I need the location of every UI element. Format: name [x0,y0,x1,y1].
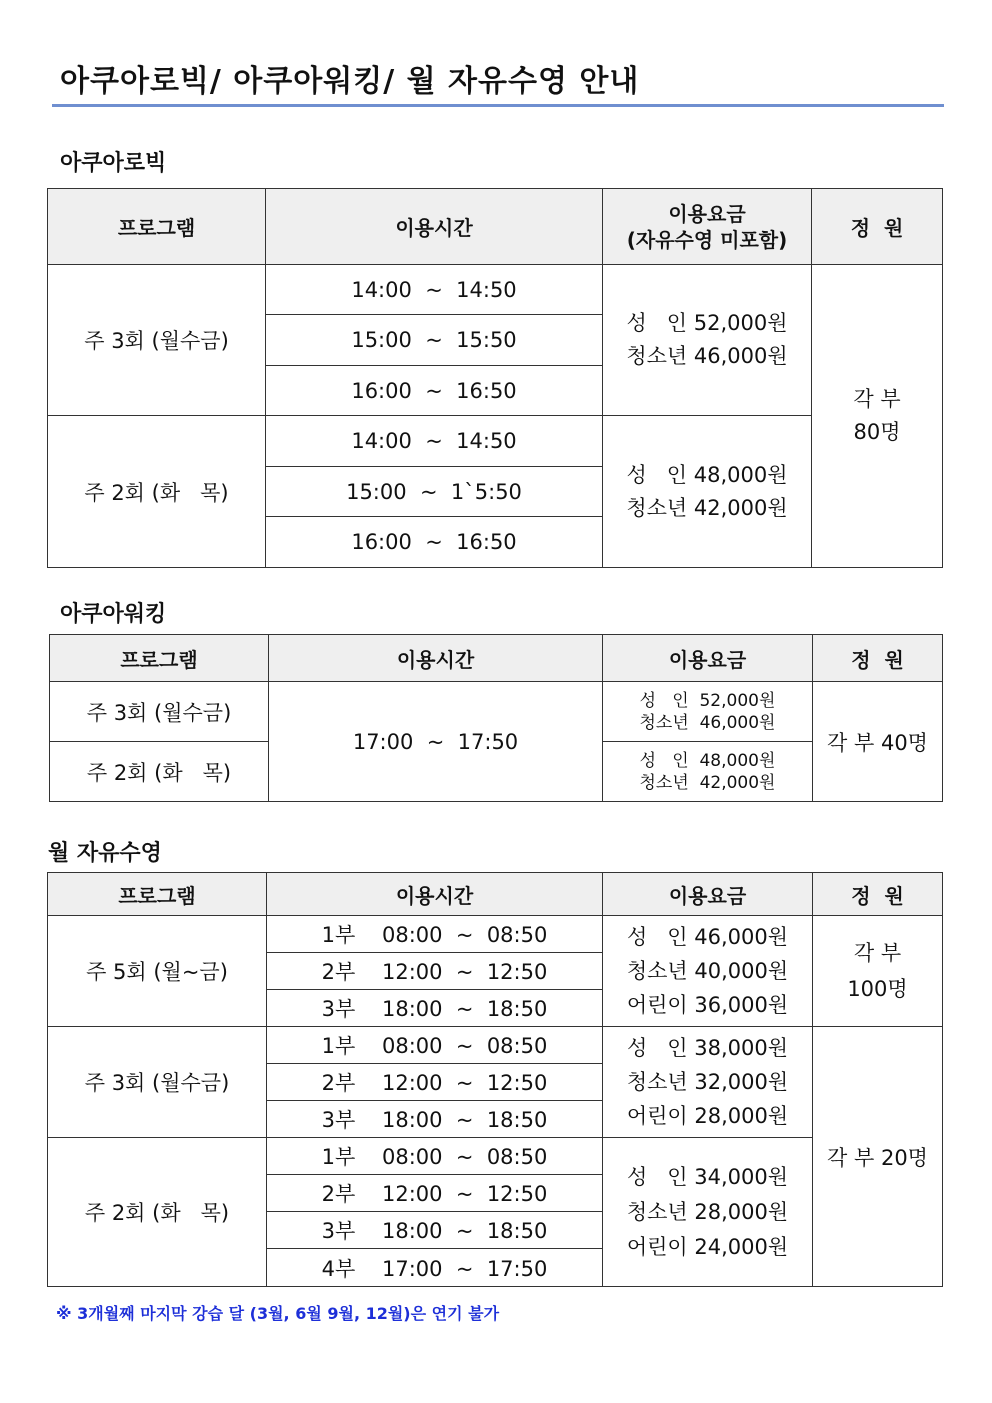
time-cell: 17:00 ~ 17:50 [269,682,603,802]
time-cell: 14:00 ~ 14:50 [266,416,603,467]
fee-youth: 청소년 46,000원 [639,712,776,733]
fee-youth: 청소년 46,000원 [626,344,788,368]
aquawalking-table [49,634,943,802]
time-cell: 16:00 ~ 16:50 [266,517,603,568]
fee-adult: 성 인 48,000원 [639,750,776,771]
fee-child: 어린이 36,000원 [626,993,789,1017]
fee-adult: 성 인 52,000원 [626,311,788,335]
fee-child: 어린이 28,000원 [626,1104,789,1128]
fee-youth: 청소년 42,000원 [639,772,776,793]
capacity-line: 각 부 [853,387,901,411]
header-program: 프로그램 [48,189,266,265]
section-title-aquawalking: 아쿠아워킹 [60,602,167,627]
capacity-cell: 각 부 40명 [813,682,943,802]
header-fee: 이용요금 [603,873,813,916]
freeswim-table [47,872,943,1287]
time-cell: 1부 08:00 ~ 08:50 [267,916,603,953]
fee-cell [603,1027,813,1138]
fee-cell [603,916,813,1027]
fee-adult: 성 인 34,000원 [626,1164,789,1189]
header-fee [603,189,812,265]
fee-cell [603,1138,813,1287]
header-capacity: 정 원 [813,873,943,916]
fee-child: 어린이 24,000원 [626,1234,789,1259]
header-fee: 이용요금 [603,635,813,682]
fee-youth: 청소년 40,000원 [626,959,789,983]
capacity-cell: 각 부 20명 [813,1027,943,1287]
title-divider [52,104,944,107]
time-cell: 1부 08:00 ~ 08:50 [267,1027,603,1064]
fee-adult: 성 인 48,000원 [626,462,788,487]
fee-youth: 청소년 42,000원 [626,495,788,520]
fee-youth: 청소년 32,000원 [626,1070,789,1094]
time-cell: 15:00 ~ 15:50 [266,315,603,366]
header-capacity: 정 원 [812,189,943,265]
fee-youth: 청소년 28,000원 [626,1199,789,1224]
fee-adult: 성 인 52,000원 [639,690,776,711]
program-cell: 주 2회 (화 목) [50,742,269,802]
header-time: 이용시간 [267,873,603,916]
fee-adult: 성 인 38,000원 [626,1036,789,1060]
header-program: 프로그램 [48,873,267,916]
header-capacity: 정 원 [813,635,943,682]
capacity-cell [812,265,943,568]
header-fee-label: 이용요금 [668,201,746,226]
footnote: ※ 3개월째 마지막 강습 달 (3월, 6월 9월, 12월)은 연기 불가 [56,1304,500,1323]
aquarobic-table [47,188,943,568]
program-cell: 주 3회 (월수금) [48,265,266,416]
program-cell: 주 2회 (화 목) [48,416,266,568]
time-cell: 2부 12:00 ~ 12:50 [267,1175,603,1212]
program-cell: 주 5회 (월~금) [48,916,267,1027]
fee-cell [603,742,813,802]
page-title: 아쿠아로빅/ 아쿠아워킹/ 월 자유수영 안내 [60,64,640,99]
time-cell: 3부 18:00 ~ 18:50 [267,1212,603,1249]
header-fee-note: (자유수영 미포함) [626,227,788,252]
time-cell: 2부 12:00 ~ 12:50 [267,1064,603,1101]
program-cell: 주 2회 (화 목) [48,1138,267,1287]
time-cell: 2부 12:00 ~ 12:50 [267,953,603,990]
capacity-line: 80명 [853,420,901,444]
time-cell: 4부 17:00 ~ 17:50 [267,1249,603,1287]
fee-adult: 성 인 46,000원 [626,925,789,949]
section-title-aquarobic: 아쿠아로빅 [60,151,167,176]
time-cell: 1부 08:00 ~ 08:50 [267,1138,603,1175]
header-program: 프로그램 [50,635,269,682]
time-cell: 15:00 ~ 1`5:50 [266,467,603,517]
program-cell: 주 3회 (월수금) [48,1027,267,1138]
time-cell: 3부 18:00 ~ 18:50 [267,1101,603,1138]
section-title-freeswim: 월 자유수영 [48,841,162,866]
fee-cell [603,682,813,742]
fee-cell [603,265,812,416]
fee-cell [603,416,812,568]
header-time: 이용시간 [269,635,603,682]
time-cell: 16:00 ~ 16:50 [266,366,603,416]
program-cell: 주 3회 (월수금) [50,682,269,742]
capacity-cell [813,916,943,1027]
header-time: 이용시간 [266,189,603,265]
time-cell: 3부 18:00 ~ 18:50 [267,990,603,1027]
capacity-line: 100명 [847,977,908,1001]
capacity-line: 각 부 [853,941,902,965]
time-cell: 14:00 ~ 14:50 [266,265,603,315]
